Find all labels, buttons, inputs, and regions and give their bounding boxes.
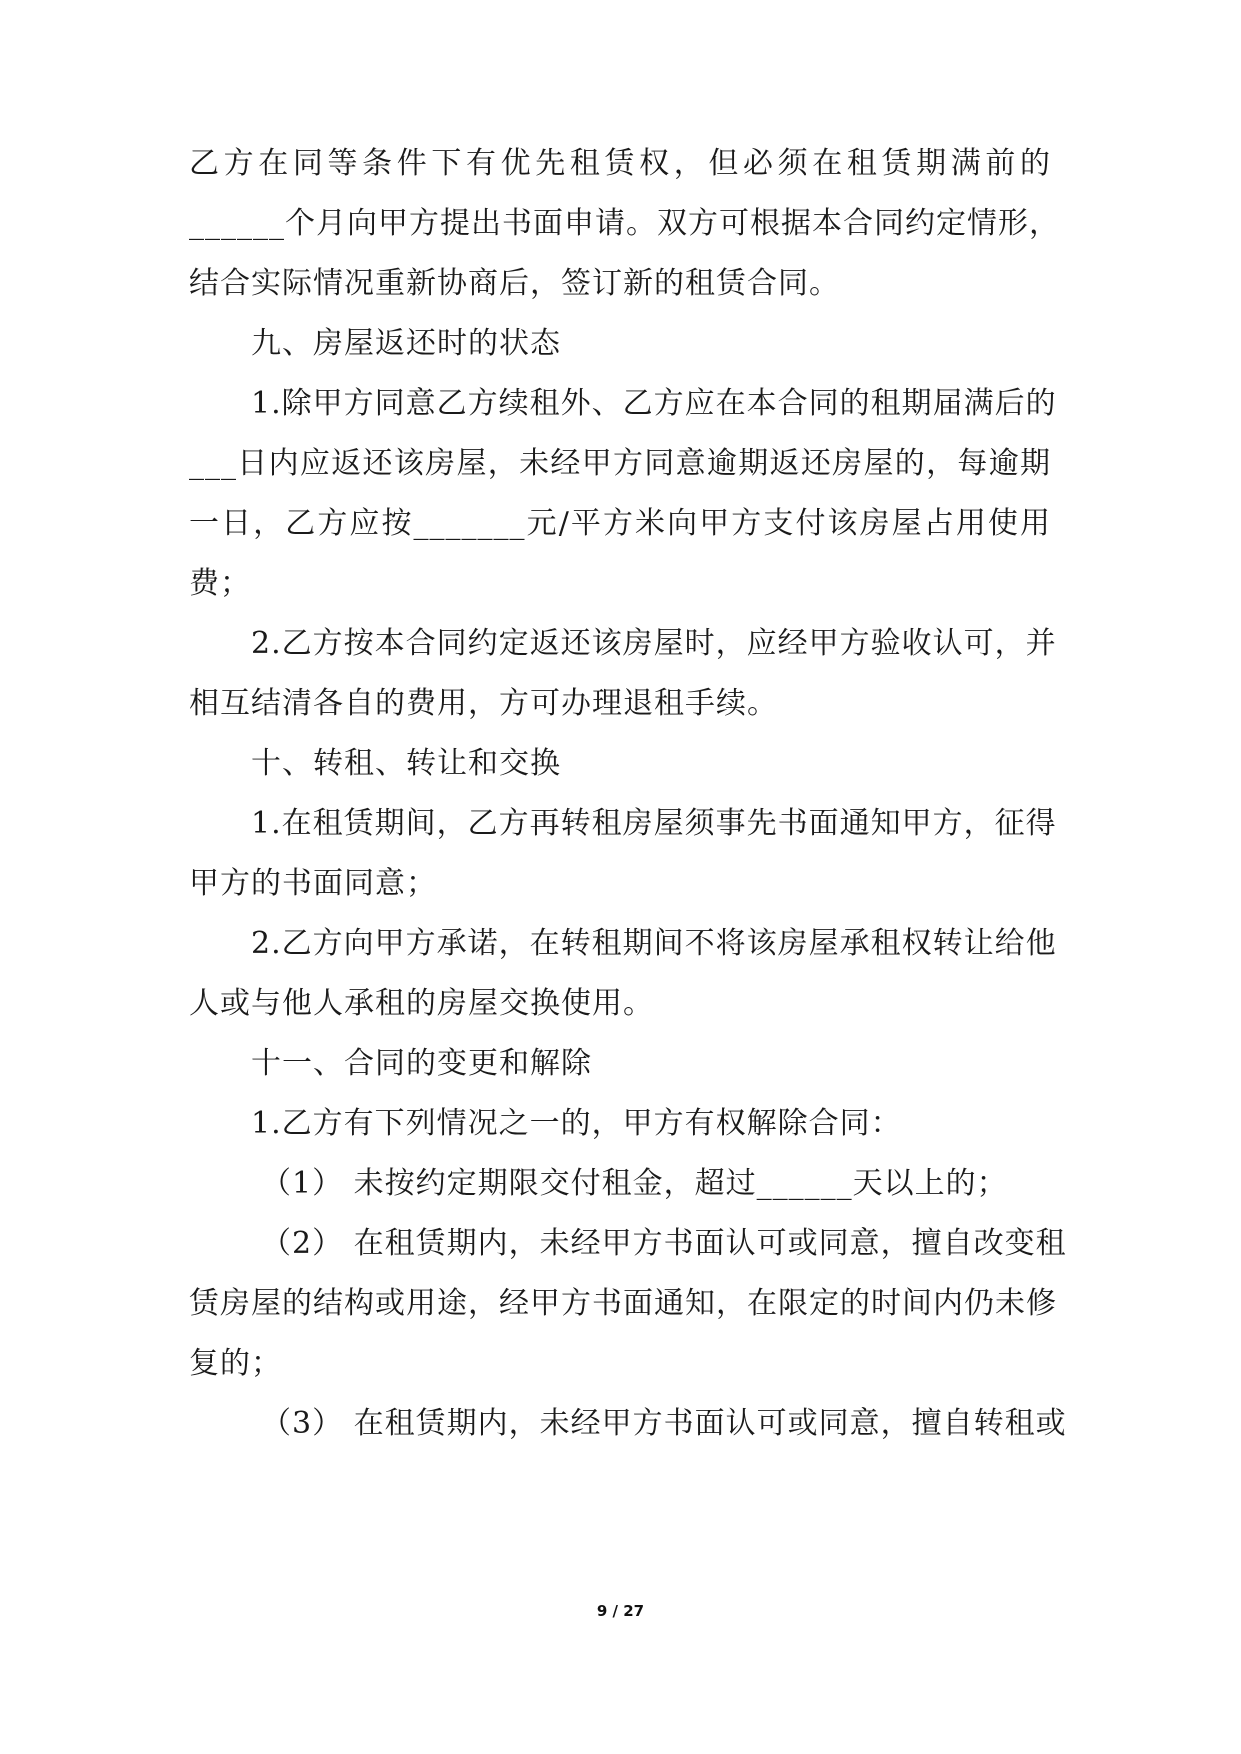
paragraph-line: ______个月向甲方提出书面申请。双方可根据本合同约定情形， [189, 206, 1060, 241]
paragraph-line: 复的； [189, 1346, 282, 1381]
paragraph-line: 人或与他人承租的房屋交换使用。 [189, 986, 654, 1021]
paragraph-line: 2.乙方向甲方承诺，在转租期间不将该房屋承租权转让给他 [251, 926, 1057, 961]
paragraph-line: 1.除甲方同意乙方续租外、乙方应在本合同的租期届满后的 [251, 386, 1057, 421]
paragraph-line: ___日内应返还该房屋，未经甲方同意逾期返还房屋的，每逾期 [189, 446, 1051, 481]
list-item: （3） 在租赁期内，未经甲方书面认可或同意，擅自转租或 [261, 1406, 1067, 1441]
section-heading: 十一、合同的变更和解除 [251, 1046, 592, 1081]
list-item: （1） 未按约定期限交付租金，超过______天以上的； [261, 1166, 1008, 1201]
section-heading: 九、房屋返还时的状态 [251, 326, 561, 361]
section-heading: 十、转租、转让和交换 [251, 746, 561, 781]
paragraph-line: 2.乙方按本合同约定返还该房屋时，应经甲方验收认可，并 [251, 626, 1057, 661]
paragraph-line: 乙方在同等条件下有优先租赁权，但必须在租赁期满前的 [189, 146, 1051, 181]
paragraph-line: 结合实际情况重新协商后，签订新的租赁合同。 [189, 266, 840, 301]
paragraph-line: 费； [189, 566, 251, 601]
list-item: （2） 在租赁期内，未经甲方书面认可或同意，擅自改变租 [261, 1226, 1067, 1261]
paragraph-line: 1.在租赁期间，乙方再转租房屋须事先书面通知甲方，征得 [251, 806, 1057, 841]
paragraph-line: 相互结清各自的费用，方可办理退租手续。 [189, 686, 778, 721]
paragraph-line: 甲方的书面同意； [189, 866, 437, 901]
paragraph-line: 1.乙方有下列情况之一的，甲方有权解除合同： [251, 1106, 902, 1141]
page-number: 9 / 27 [596, 1602, 645, 1620]
paragraph-line: 一日，乙方应按_______元/平方米向甲方支付该房屋占用使用 [189, 506, 1051, 541]
paragraph-line: 赁房屋的结构或用途，经甲方书面通知，在限定的时间内仍未修 [189, 1286, 1057, 1321]
